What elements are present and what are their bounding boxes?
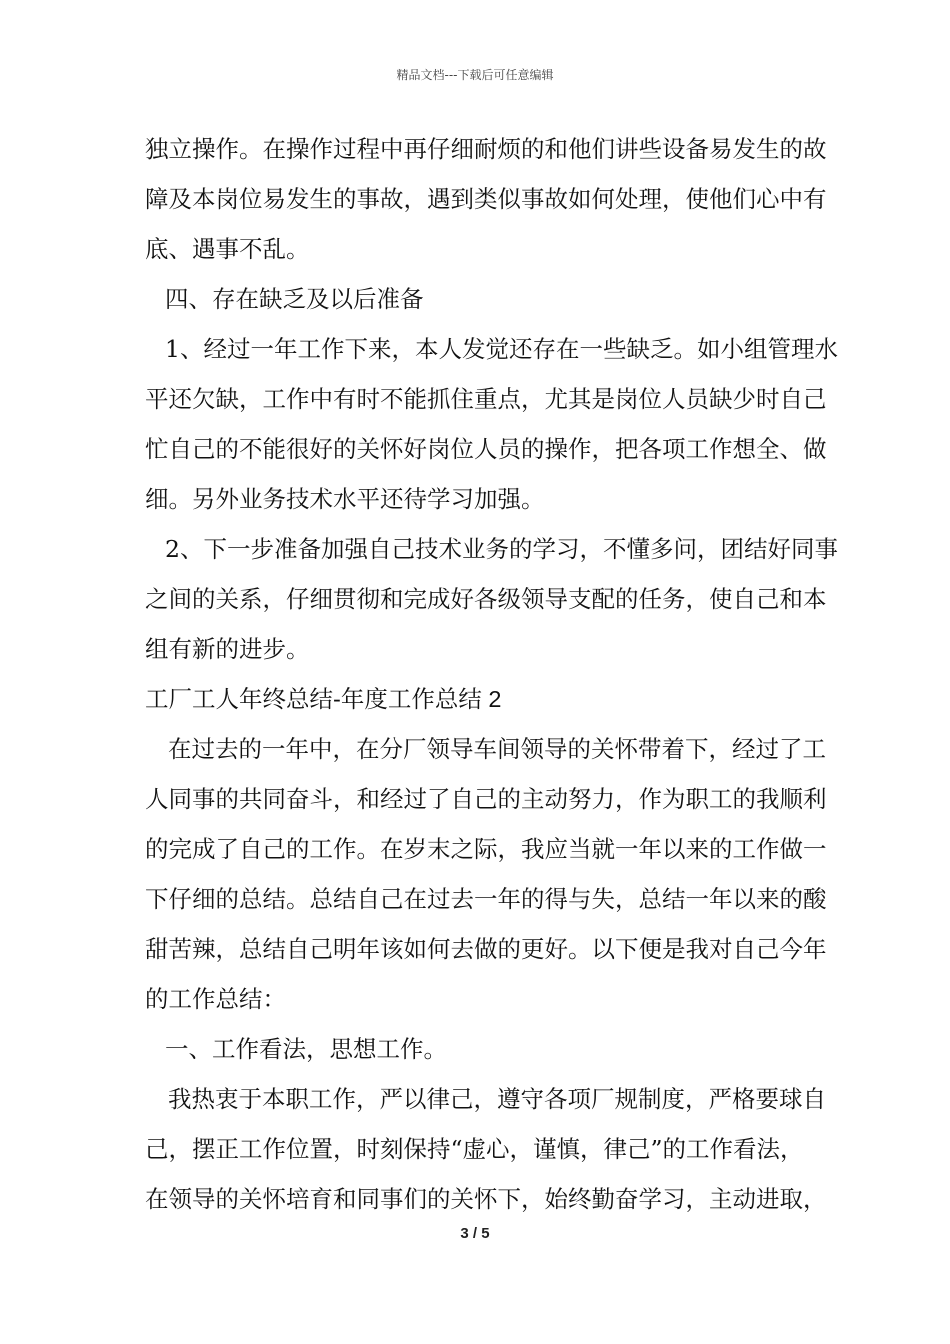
text-line: 我热衷于本职工作，严以律己，遵守各项厂规制度，严格要球自	[168, 1085, 826, 1113]
text-line: 忙自己的不能很好的关怀好岗位人员的操作，把各项工作想全、做	[145, 435, 827, 463]
page-header: 精品文档---下载后可任意编辑	[396, 68, 554, 82]
page-number: 3 / 5	[460, 1225, 490, 1242]
section-heading: 一、工作看法，思想工作。	[165, 1035, 447, 1063]
text-line: 之间的关系，仔细贯彻和完成好各级领导支配的任务，使自己和本	[145, 585, 827, 613]
text-line: 细。另外业务技术水平还待学习加强。	[145, 485, 545, 513]
document-title: 工厂工人年终总结-年度工作总结 2	[145, 686, 502, 712]
text-line: 甜苦辣，总结自己明年该如何去做的更好。以下便是我对自己今年	[145, 935, 827, 963]
text-line: 的工作总结：	[145, 985, 286, 1013]
text-line: 在领导的关怀培育和同事们的关怀下，始终勤奋学习，主动进取，	[145, 1185, 827, 1213]
text-line: 己，摆正工作位置，时刻保持“虚心，谨慎，律己”的工作看法，	[145, 1135, 804, 1163]
text-line: 障及本岗位易发生的事故，遇到类似事故如何处理，使他们心中有	[145, 185, 827, 213]
text-line: 底、遇事不乱。	[145, 235, 310, 263]
section-heading: 四、存在缺乏及以后准备	[165, 285, 424, 313]
text-line: 2、下一步准备加强自己技术业务的学习，不懂多问，团结好同事	[165, 535, 838, 563]
text-line: 在过去的一年中，在分厂领导车间领导的关怀带着下，经过了工	[168, 735, 826, 763]
text-line: 1、经过一年工作下来，本人发觉还存在一些缺乏。如小组管理水	[165, 335, 838, 363]
text-line: 独立操作。在操作过程中再仔细耐烦的和他们讲些设备易发生的故	[145, 135, 827, 163]
text-line: 人同事的共同奋斗，和经过了自己的主动努力，作为职工的我顺利	[145, 785, 827, 813]
text-line: 的完成了自己的工作。在岁末之际，我应当就一年以来的工作做一	[145, 835, 827, 863]
text-line: 下仔细的总结。总结自己在过去一年的得与失，总结一年以来的酸	[145, 885, 827, 913]
text-line: 组有新的进步。	[145, 635, 310, 663]
text-line: 平还欠缺，工作中有时不能抓住重点，尤其是岗位人员缺少时自己	[145, 385, 827, 413]
